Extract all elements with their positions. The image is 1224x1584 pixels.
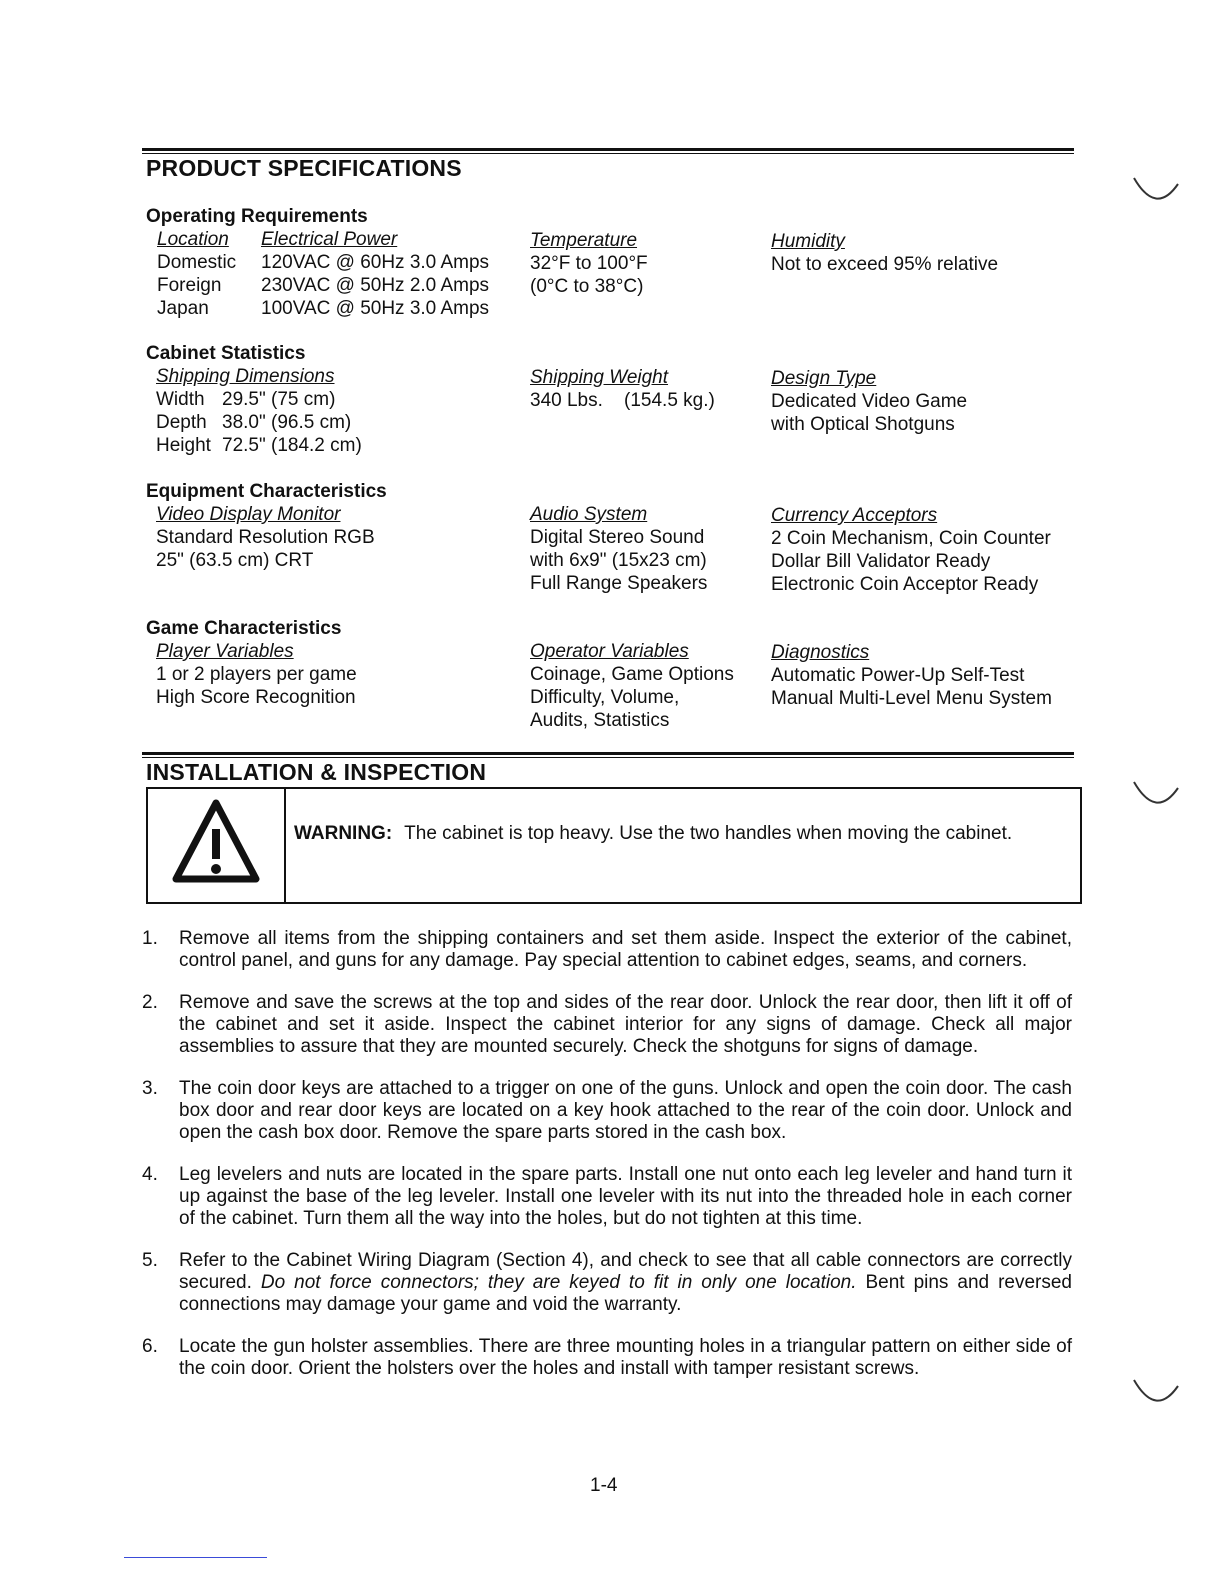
location-header: Location [157,229,229,250]
equipment-characteristics [146,480,387,572]
weight-line: 340 Lbs. (154.5 kg.) [530,390,715,411]
step-number: 3. [142,1078,158,1099]
video-line: 25" (63.5 cm) CRT [156,550,314,571]
power-value: 230VAC @ 50Hz 2.0 Amps [261,275,490,296]
dim-name: Depth [156,412,207,433]
list-item [142,1250,1072,1316]
weight-block [530,366,715,412]
cabinet-statistics [146,342,362,457]
list-item [142,1336,1072,1380]
equipment-label: Equipment Characteristics [146,481,387,502]
operator-line: Audits, Statistics [530,710,670,731]
warning-box [146,787,1082,904]
operator-header: Operator Variables [530,641,689,662]
step-number: 2. [142,992,158,1013]
design-header: Design Type [771,368,877,389]
player-line: 1 or 2 players per game [156,664,357,685]
section-rule-specs [142,148,1074,154]
step-text: Bent pins and reversed connections may damage your game and void the warranty. [179,1272,1072,1315]
step-text-italic: Do not force connectors; they are keyed to fit in only one location. [260,1272,857,1293]
step-text: The coin door keys are attached to a trigger on one of the guns. Unlock and open the coin door. The cash box door and rear door keys are located on a key hook attached to the rear of the coin door. Unlock and open the cash box door. Remove the spare parts stored in the cash box. [179,1078,1072,1143]
warning-text: The cabinet is top heavy. Use the two handles when moving the cabinet. [404,823,1013,844]
operating-label: Operating Requirements [146,206,368,227]
step-number: 6. [142,1336,158,1357]
diagnostics-block [771,641,1052,710]
game-characteristics [146,617,357,709]
dim-name: Width [156,389,205,410]
design-line: Dedicated Video Game [771,391,968,412]
currency-line: Electronic Coin Acceptor Ready [771,574,1039,595]
dim-value: 72.5" (184.2 cm) [222,435,362,456]
player-line: High Score Recognition [156,687,356,708]
video-header: Video Display Monitor [156,504,341,525]
operator-line: Difficulty, Volume, [530,687,680,708]
design-block [771,367,967,436]
diag-header: Diagnostics [771,642,870,663]
dim-value: 29.5" (75 cm) [222,389,336,410]
section-title-installation: INSTALLATION & INSPECTION [146,759,487,785]
audio-header: Audio System [530,504,648,525]
currency-block [771,504,1051,596]
warning-divider [284,789,286,902]
step-text: Leg levelers and nuts are located in the spare parts. Install one nut onto each leg leveler and hand turn it up against the base of the leg leveler. Install one leveler with its nut into the threaded hole in each corner of the cabinet. Turn them all the way into the holes, but do not tighten at this time. [179,1164,1072,1229]
cabinet-label: Cabinet Statistics [146,343,306,364]
list-item [142,928,1072,972]
power-header: Electrical Power [261,229,398,250]
power-value: 120VAC @ 60Hz 3.0 Amps [261,252,490,273]
diag-line: Automatic Power-Up Self-Test [771,665,1025,686]
warning-label: WARNING: [294,823,393,844]
step-text: Remove all items from the shipping containers and set them aside. Inspect the exterior of the cabinet, control panel, and guns for any damage. Pay special attention to cabinet edges, seams, and corners. [179,928,1072,971]
player-header: Player Variables [156,641,294,662]
step-text: Refer to the Cabinet Wiring Diagram (Section 4), and check to see that all cable connectors are correctly secured. [179,1250,1072,1293]
page-number: 1-4 [590,1475,618,1496]
dim-value: 38.0" (96.5 cm) [222,412,352,433]
location-value: Foreign [157,275,222,296]
dims-header: Shipping Dimensions [156,366,335,387]
step-text: Locate the gun holster assemblies. There are three mounting holes in a triangular pattern on either side of the coin door. Orient the holsters over the holes and install with tamper resistant screws. [179,1336,1072,1379]
binder-hole-mark [1130,1378,1184,1411]
temperature-header: Temperature [530,230,638,251]
currency-line: Dollar Bill Validator Ready [771,551,991,572]
diag-line: Manual Multi-Level Menu System [771,688,1052,709]
section-rule-installation [142,752,1074,758]
operator-block [530,640,734,732]
audio-line: with 6x9" (15x23 cm) [530,550,707,571]
warning-message [294,823,1012,845]
power-value: 100VAC @ 50Hz 3.0 Amps [261,298,490,319]
step-number: 1. [142,928,158,949]
binder-hole-mark [1130,780,1184,813]
temperature-line: (0°C to 38°C) [530,276,644,297]
list-item [142,1078,1072,1144]
location-value: Japan [157,298,209,319]
audio-block [530,503,707,595]
weight-header: Shipping Weight [530,367,669,388]
design-line: with Optical Shotguns [771,414,955,435]
blue-scan-line [124,1557,267,1558]
installation-steps [142,928,1072,1400]
step-text: Remove and save the screws at the top and sides of the rear door. Unlock the rear door, then lift it off of the cabinet and set it aside. Inspect the cabinet interior for any signs of damage. Check all major assemblies to assure that they are mounted securely. Check the shotguns for signs of damage. [179,992,1072,1057]
warning-triangle-icon [170,797,262,892]
step-number: 5. [142,1250,158,1271]
operating-requirements [146,205,489,320]
audio-line: Full Range Speakers [530,573,708,594]
currency-header: Currency Acceptors [771,505,938,526]
humidity-line: Not to exceed 95% relative [771,254,999,275]
audio-line: Digital Stereo Sound [530,527,705,548]
location-value: Domestic [157,252,237,273]
dim-name: Height [156,435,211,456]
list-item [142,992,1072,1058]
humidity-header: Humidity [771,231,845,252]
currency-line: 2 Coin Mechanism, Coin Counter [771,528,1051,549]
video-line: Standard Resolution RGB [156,527,375,548]
humidity-block [771,230,998,276]
section-title-specs: PRODUCT SPECIFICATIONS [146,155,462,181]
binder-hole-mark [1130,176,1184,209]
operator-line: Coinage, Game Options [530,664,734,685]
list-item [142,1164,1072,1230]
game-label: Game Characteristics [146,618,342,639]
temperature-line: 32°F to 100°F [530,253,648,274]
step-number: 4. [142,1164,158,1185]
temperature-block [530,229,648,298]
